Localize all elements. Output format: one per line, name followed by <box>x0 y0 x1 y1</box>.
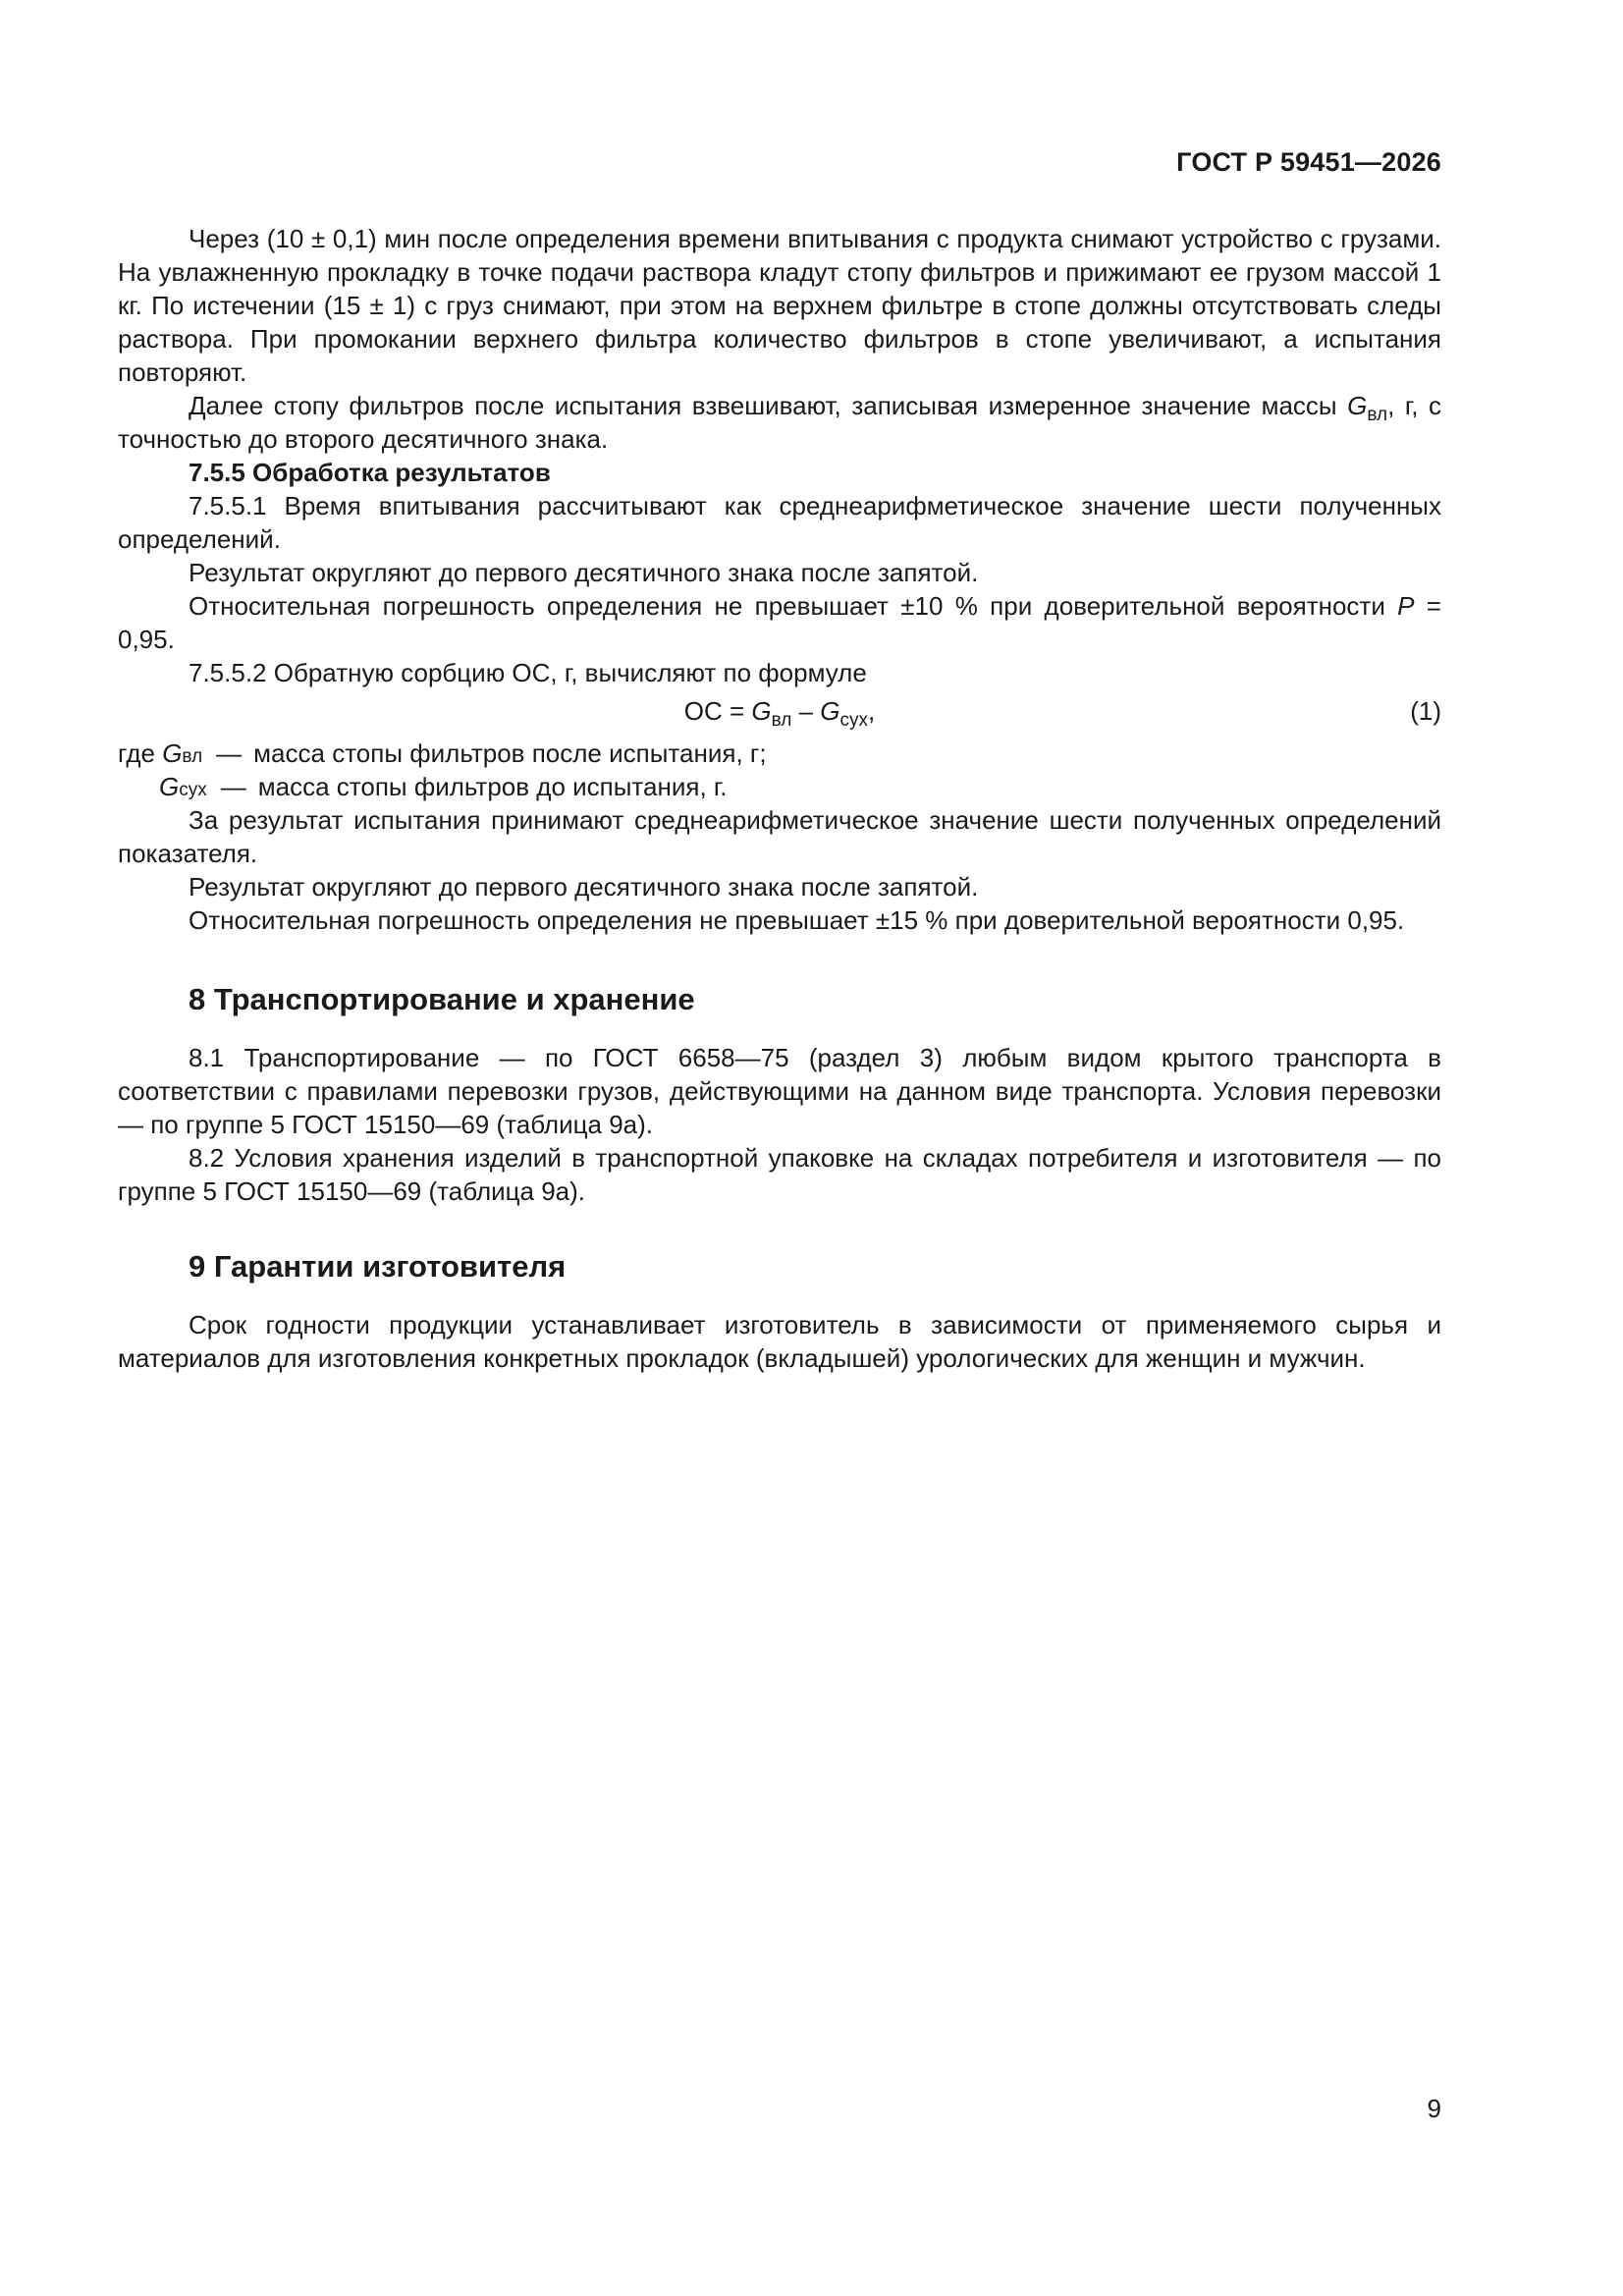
section-8-title: 8 Транспортирование и хранение <box>189 982 695 1016</box>
paragraph-rounding-1: Результат округляют до первого десятичного знака после запятой. <box>189 558 979 587</box>
formula-tail: , <box>868 696 876 726</box>
formula-minus: – <box>791 696 821 726</box>
heading-7-5-5: 7.5.5 Обработка результатов <box>189 458 551 487</box>
probability-symbol: P <box>1397 591 1415 621</box>
formula-g-wet: G <box>751 696 772 726</box>
formula-sub-dry: сух <box>839 710 869 731</box>
mass-subscript: вл <box>1367 405 1388 425</box>
paragraph-filter-stack: Через (10 ± 0,1) мин после определения времени впитывания с продукта снимают устройство с грузами. На увлажненную прокладку в точке подачи раствора кладут стопу фильтров и прижимают ее грузом массой 1 кг. По истечении (15 ± 1) с груз снимают, при этом на верхнем фильтре в стопе должны отсутствовать следы раствора. При промокании верхнего фильтра количество фильтров в стопе увеличивают, а испытания повторяют. <box>118 224 1441 387</box>
legend-where-word: где <box>118 738 155 768</box>
legend-text: масса стопы фильтров до испытания, г. <box>257 772 728 801</box>
mass-text-after: , г, с точностью до второго десятичного знака. <box>118 391 1441 454</box>
paragraph-8-2: 8.2 Условия хранения изделий в транспортной упаковке на складах потребителя и изготовителя — по группе 5 ГОСТ 15150—69 (таблица 9а). <box>118 1143 1441 1206</box>
legend-row: где G вл — масса стопы фильтров после испытания, г; <box>118 737 1441 770</box>
page-number: 9 <box>1427 2094 1441 2123</box>
formula-back-sorption <box>118 689 1441 733</box>
legend-text: масса стопы фильтров после испытания, г; <box>253 738 767 768</box>
section-9-title: 9 Гарантии изготовителя <box>189 1249 567 1284</box>
formula-number: (1) <box>1410 696 1441 726</box>
paragraph-rounding-2: Результат округляют до первого десятичного знака после запятой. <box>189 872 979 902</box>
formula-lhs: ОС = <box>683 696 752 726</box>
legend-row: G сух — масса стопы фильтров до испытания, г. <box>118 770 1441 803</box>
paragraph-9-1: Срок годности продукции устанавливает изготовитель в зависимости от применяемого сырья и материалов для изготовления конкретных прокладок (вкладышей) урологических для женщин и мужчин. <box>118 1310 1441 1373</box>
legend-symbol: G <box>162 738 183 768</box>
document-code-header: ГОСТ Р 59451—2026 <box>1176 147 1441 177</box>
legend-dash: — <box>220 772 246 801</box>
error1-text-before: Относительная погрешность определения не превышает ±10 % при доверительной вероятности <box>189 591 1398 621</box>
formula-g-dry: G <box>820 696 840 726</box>
legend-symbol: G <box>159 772 180 801</box>
paragraph-7-5-5-2: 7.5.5.2 Обратную сорбцию ОС, г, вычисляют по формуле <box>189 658 867 687</box>
paragraph-result: За результат испытания принимают среднеарифметическое значение шести полученных определений показателя. <box>118 805 1441 868</box>
paragraph-7-5-5-1: 7.5.5.1 Время впитывания рассчитывают как среднеарифметическое значение шести полученных определений. <box>118 491 1441 554</box>
variable-legend <box>118 737 1441 803</box>
page-content <box>118 222 1441 1375</box>
paragraph-error-2: Относительная погрешность определения не превышает ±15 % при доверительной вероятности 0,95. <box>189 905 1405 935</box>
paragraph-8-1: 8.1 Транспортирование — по ГОСТ 6658—75 (раздел 3) любым видом крытого транспорта в соответствии с правилами перевозки грузов, действующими на данном виде транспорта. Условия перевозки — по группе 5 ГОСТ 15150—69 (таблица 9а). <box>118 1043 1441 1139</box>
paragraph-mass-measurement <box>118 389 1441 456</box>
paragraph-error-1 <box>118 589 1441 656</box>
formula-row <box>118 689 1441 733</box>
mass-symbol: G <box>1347 391 1368 420</box>
error1-text-after: = 0,95. <box>118 591 1441 654</box>
formula-sub-wet: вл <box>771 710 792 731</box>
mass-text-before: Далее стопу фильтров после испытания взвешивают, записывая измеренное значение массы <box>189 391 1348 420</box>
legend-dash: — <box>216 738 243 768</box>
